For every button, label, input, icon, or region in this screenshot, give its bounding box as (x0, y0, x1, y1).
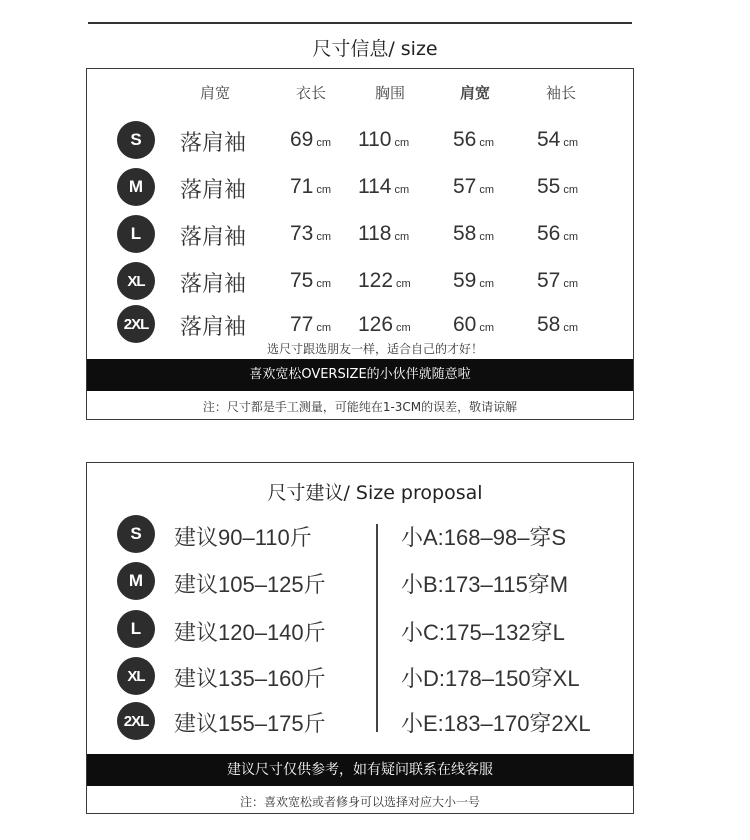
size-badge: XL (117, 657, 155, 695)
sleeve-type: 落肩袖 (180, 225, 247, 250)
length-value (290, 175, 331, 199)
measurement-number: 71 (290, 175, 314, 198)
chest-value (358, 313, 411, 337)
chest-value (358, 128, 409, 152)
unit-label: cm (316, 184, 332, 196)
size-proposal-title: 尺寸建议/ Size proposal (267, 482, 483, 504)
unit-label: cm (479, 184, 495, 196)
size-tip: 选尺寸跟选朋友一样，适合自己的才好！ (266, 342, 483, 356)
measurement-number: 57 (453, 175, 477, 198)
measurement-number: 56 (537, 222, 561, 245)
measurement-number: 57 (537, 269, 561, 292)
sleeve-type: 落肩袖 (180, 178, 247, 203)
fit-footnote: 注：喜欢宽松或者修身可以选择对应大小一号 (239, 795, 480, 809)
measurement-number: 73 (290, 222, 314, 245)
header-chest: 胸围 (374, 84, 405, 102)
fit-example: 小C:175–132穿L (401, 620, 565, 645)
shoulder-value (453, 175, 494, 199)
unit-label: cm (479, 278, 495, 290)
size-badge: XL (117, 262, 155, 300)
sleeve-value (537, 269, 578, 293)
size-badge: 2XL (117, 305, 155, 343)
size-badge: S (117, 515, 155, 553)
measurement-footnote: 注：尺寸都是手工测量，可能纯在1-3CM的误差，敬请谅解 (202, 400, 518, 414)
unit-label: cm (316, 231, 332, 243)
unit-label: cm (316, 322, 332, 334)
header-shoulder-1: 肩宽 (199, 84, 230, 102)
measurement-number: 75 (290, 269, 314, 292)
unit-label: cm (479, 231, 495, 243)
length-value (290, 222, 331, 246)
unit-label: cm (394, 184, 410, 196)
measurement-number: 126 (358, 313, 394, 336)
shoulder-value (453, 313, 494, 337)
measurement-number: 54 (537, 128, 561, 151)
unit-label: cm (394, 231, 410, 243)
length-value (290, 269, 331, 293)
fit-example: 小E:183–170穿2XL (401, 711, 591, 736)
unit-label: cm (396, 322, 411, 334)
header-length: 衣长 (295, 84, 326, 102)
unit-label: cm (316, 278, 332, 290)
measurement-number: 55 (537, 175, 561, 198)
weight-suggestion: 建议135–160斤 (174, 666, 326, 691)
size-badge: M (117, 562, 155, 600)
unit-label: cm (563, 137, 579, 149)
sleeve-type: 落肩袖 (180, 272, 247, 297)
unit-label: cm (563, 231, 579, 243)
size-badge: M (117, 168, 155, 206)
measurement-number: 114 (358, 175, 392, 198)
header-shoulder-2: 肩宽 (459, 84, 490, 102)
size-info-title: 尺寸信息/ size (312, 38, 438, 60)
unit-label: cm (479, 137, 495, 149)
sleeve-type: 落肩袖 (180, 315, 247, 340)
unit-label: cm (563, 184, 579, 196)
chest-value (358, 269, 411, 293)
shoulder-value (453, 128, 494, 152)
measurement-number: 110 (358, 128, 392, 151)
fit-example: 小A:168–98–穿S (401, 525, 567, 550)
unit-label: cm (396, 278, 411, 290)
measurement-number: 58 (453, 222, 477, 245)
measurement-number: 118 (358, 222, 392, 245)
sleeve-value (537, 313, 578, 337)
unit-label: cm (563, 278, 579, 290)
weight-suggestion: 建议105–125斤 (174, 572, 326, 597)
measurement-number: 77 (290, 313, 314, 336)
fit-example: 小B:173–115穿M (401, 572, 569, 597)
measurement-number: 60 (453, 313, 477, 336)
size-badge: 2XL (117, 702, 155, 740)
top-divider-line (88, 22, 632, 24)
column-divider (376, 524, 378, 732)
sleeve-type: 落肩袖 (180, 131, 247, 156)
sleeve-value (537, 128, 578, 152)
length-value (290, 128, 331, 152)
fit-example: 小D:178–150穿XL (401, 666, 580, 691)
measurement-number: 58 (537, 313, 561, 336)
unit-label: cm (316, 137, 332, 149)
oversize-banner: 喜欢宽松OVERSIZE的小伙伴就随意啦 (87, 359, 633, 391)
measurement-number: 59 (453, 269, 477, 292)
unit-label: cm (563, 322, 579, 334)
unit-label: cm (479, 322, 495, 334)
weight-suggestion: 建议120–140斤 (174, 620, 326, 645)
shoulder-value (453, 222, 494, 246)
sleeve-value (537, 222, 578, 246)
weight-suggestion: 建议155–175斤 (174, 711, 326, 736)
shoulder-value (453, 269, 494, 293)
reference-banner: 建议尺寸仅供参考，如有疑问联系在线客服 (87, 754, 633, 786)
size-badge: L (117, 610, 155, 648)
chest-value (358, 175, 409, 199)
header-sleeve: 袖长 (545, 84, 576, 102)
weight-suggestion: 建议90–110斤 (174, 525, 312, 550)
unit-label: cm (394, 137, 410, 149)
measurement-number: 56 (453, 128, 477, 151)
length-value (290, 313, 331, 337)
chest-value (358, 222, 409, 246)
sleeve-value (537, 175, 578, 199)
measurement-number: 122 (358, 269, 394, 292)
size-badge: L (117, 215, 155, 253)
size-badge: S (117, 121, 155, 159)
measurement-number: 69 (290, 128, 314, 151)
